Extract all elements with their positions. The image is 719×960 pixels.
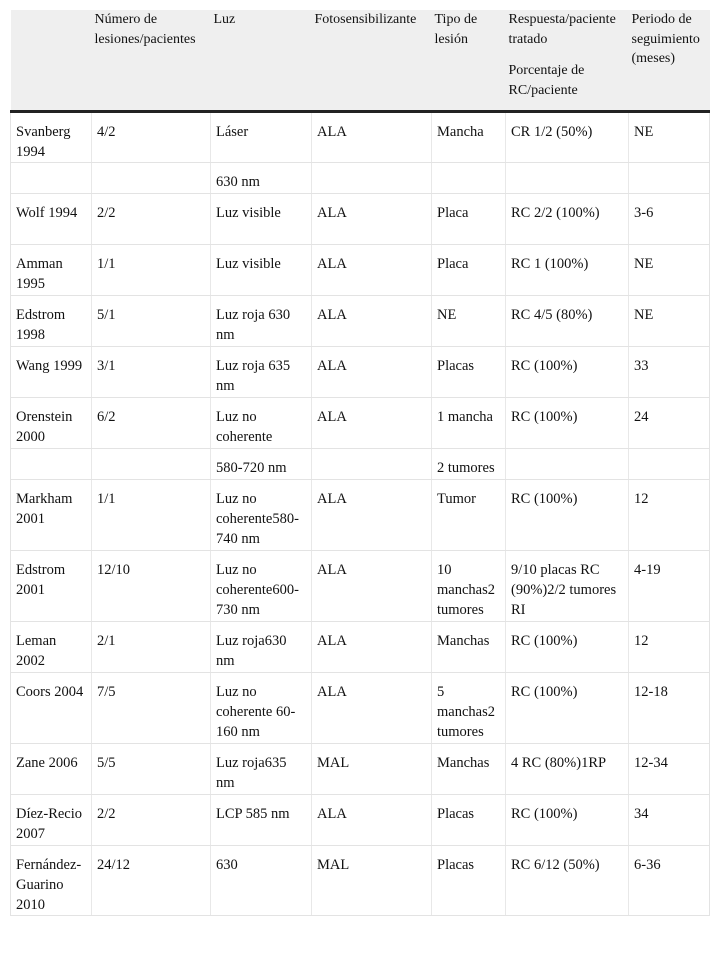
cell-text: 5/1 — [97, 307, 116, 323]
cell-light — [211, 744, 312, 795]
header-cell-lesions: Número de lesiones/pacientes — [92, 10, 211, 112]
cell-text: 580-720 nm — [216, 460, 287, 476]
cell-text: ALA — [317, 307, 347, 323]
cell-text: MAL — [317, 857, 350, 873]
cell-follow-up — [629, 480, 710, 551]
cell-text: Svanberg 1994 — [16, 124, 71, 160]
cell-response — [506, 795, 629, 846]
cell-lesions — [92, 846, 211, 916]
cell-text: 12-18 — [634, 684, 668, 700]
cell-light — [211, 846, 312, 916]
cell-study — [11, 846, 92, 916]
table-row — [11, 296, 710, 347]
cell-lesion-type — [432, 846, 506, 916]
table-row — [11, 112, 710, 163]
cell-text: 7/5 — [97, 684, 116, 700]
cell-text: Coors 2004 — [16, 684, 84, 700]
cell-study — [11, 245, 92, 296]
cell-light — [211, 449, 312, 480]
cell-text: Luz roja 630 nm — [216, 307, 291, 343]
cell-text: ALA — [317, 205, 347, 221]
header-cell-photosensitizer: Fotosensibilizante — [312, 10, 432, 112]
cell-text: Manchas — [437, 755, 490, 771]
cell-text: ALA — [317, 124, 347, 140]
cell-text: 630 nm — [216, 174, 260, 190]
header-cell-follow-up: Periodo de seguimiento (meses) — [629, 10, 710, 112]
cell-response — [506, 347, 629, 398]
cell-photosensitizer — [312, 846, 432, 916]
header-cell-response: Respuesta/paciente tratado Porcentaje de RC/paciente — [506, 10, 629, 112]
cell-text: RC 2/2 (100%) — [511, 205, 600, 221]
cell-photosensitizer — [312, 296, 432, 347]
cell-text: Edstrom 1998 — [16, 307, 66, 343]
cell-lesion-type — [432, 296, 506, 347]
cell-follow-up — [629, 551, 710, 622]
cell-response — [506, 846, 629, 916]
header-row — [11, 10, 710, 112]
cell-light — [211, 194, 312, 245]
table-row — [11, 449, 710, 480]
cell-text: RC (100%) — [511, 409, 578, 425]
cell-text: 1 mancha — [437, 409, 493, 425]
table-row — [11, 347, 710, 398]
table-body — [11, 112, 710, 916]
cell-text: ALA — [317, 633, 347, 649]
cell-text: NE — [634, 256, 654, 272]
cell-study — [11, 163, 92, 194]
cell-text: ALA — [317, 256, 347, 272]
cell-lesion-type — [432, 622, 506, 673]
cell-text: Díez-Recio 2007 — [16, 806, 83, 842]
cell-text: CR 1/2 (50%) — [511, 124, 593, 140]
cell-photosensitizer — [312, 551, 432, 622]
cell-text: RC (100%) — [511, 633, 578, 649]
cell-lesions — [92, 245, 211, 296]
table-row — [11, 480, 710, 551]
cell-follow-up — [629, 846, 710, 916]
cell-response — [506, 296, 629, 347]
cell-text: 630 — [216, 857, 238, 873]
cell-response — [506, 449, 629, 480]
cell-text: 2 tumores — [437, 460, 495, 476]
cell-lesion-type — [432, 449, 506, 480]
cell-text: Markham 2001 — [16, 491, 73, 527]
cell-text: Leman 2002 — [16, 633, 57, 669]
cell-photosensitizer — [312, 795, 432, 846]
cell-photosensitizer — [312, 449, 432, 480]
cell-text: LCP 585 nm — [216, 806, 290, 822]
cell-lesion-type — [432, 398, 506, 449]
cell-lesions — [92, 296, 211, 347]
cell-text: Placa — [437, 205, 469, 221]
cell-follow-up — [629, 194, 710, 245]
cell-text: Amman 1995 — [16, 256, 63, 292]
cell-lesion-type — [432, 245, 506, 296]
cell-text: MAL — [317, 755, 350, 771]
cell-text: RC 6/12 (50%) — [511, 857, 600, 873]
cell-study — [11, 398, 92, 449]
cell-text: 2/1 — [97, 633, 116, 649]
cell-lesions — [92, 744, 211, 795]
cell-lesions — [92, 622, 211, 673]
cell-study — [11, 112, 92, 163]
cell-light — [211, 622, 312, 673]
cell-follow-up — [629, 112, 710, 163]
cell-text: ALA — [317, 806, 347, 822]
cell-photosensitizer — [312, 398, 432, 449]
cell-text: Luz no coherente600-730 nm — [216, 562, 299, 618]
cell-text: ALA — [317, 562, 347, 578]
cell-text: RC (100%) — [511, 358, 578, 374]
cell-lesions — [92, 163, 211, 194]
table-row — [11, 245, 710, 296]
cell-text: RC 4/5 (80%) — [511, 307, 593, 323]
cell-light — [211, 480, 312, 551]
cell-text: 5 manchas2 tumores — [437, 684, 495, 740]
cell-text: Luz roja630 nm — [216, 633, 287, 669]
cell-photosensitizer — [312, 622, 432, 673]
cell-follow-up — [629, 347, 710, 398]
cell-text: RC (100%) — [511, 684, 578, 700]
cell-study — [11, 551, 92, 622]
cell-response — [506, 622, 629, 673]
cell-text: 6/2 — [97, 409, 116, 425]
cell-text: RC (100%) — [511, 491, 578, 507]
cell-lesions — [92, 795, 211, 846]
cell-response — [506, 194, 629, 245]
cell-lesion-type — [432, 673, 506, 744]
cell-photosensitizer — [312, 744, 432, 795]
cell-lesions — [92, 551, 211, 622]
cell-response — [506, 551, 629, 622]
cell-text: Placas — [437, 358, 475, 374]
cell-follow-up — [629, 398, 710, 449]
cell-text: 12/10 — [97, 562, 131, 578]
cell-text: 1/1 — [97, 491, 116, 507]
cell-text: 3-6 — [634, 205, 654, 221]
cell-light — [211, 296, 312, 347]
cell-text: NE — [437, 307, 457, 323]
header-subtitle: Porcentaje de RC/paciente — [508, 63, 585, 98]
header-cell-light: Luz — [211, 10, 312, 112]
cell-text: Zane 2006 — [16, 755, 78, 771]
table-header — [11, 10, 710, 112]
header-cell-lesion-type: Tipo de lesión — [432, 10, 506, 112]
cell-study — [11, 744, 92, 795]
cell-lesions — [92, 480, 211, 551]
cell-follow-up — [629, 673, 710, 744]
cell-text: Manchas — [437, 633, 490, 649]
cell-text: ALA — [317, 684, 347, 700]
cell-text: 4/2 — [97, 124, 116, 140]
table-row — [11, 673, 710, 744]
cell-follow-up — [629, 245, 710, 296]
cell-text: Wolf 1994 — [16, 205, 78, 221]
cell-light — [211, 112, 312, 163]
cell-text: Placa — [437, 256, 469, 272]
cell-lesion-type — [432, 347, 506, 398]
cell-lesion-type — [432, 480, 506, 551]
cell-text: Tumor — [437, 491, 476, 507]
cell-text: 4-19 — [634, 562, 661, 578]
cell-text: 4 RC (80%)1RP — [511, 755, 607, 771]
cell-follow-up — [629, 449, 710, 480]
cell-photosensitizer — [312, 112, 432, 163]
cell-text: 34 — [634, 806, 649, 822]
cell-lesion-type — [432, 194, 506, 245]
cell-text: ALA — [317, 491, 347, 507]
cell-response — [506, 673, 629, 744]
cell-text: Luz no coherente580-740 nm — [216, 491, 299, 547]
cell-text: 6-36 — [634, 857, 661, 873]
cell-text: 3/1 — [97, 358, 116, 374]
cell-study — [11, 194, 92, 245]
cell-text: Luz visible — [216, 205, 281, 221]
table-row — [11, 744, 710, 795]
cell-text: RC (100%) — [511, 806, 578, 822]
cell-text: Luz roja635 nm — [216, 755, 287, 791]
cell-text: Luz no coherente — [216, 409, 273, 445]
cell-photosensitizer — [312, 194, 432, 245]
table-row — [11, 398, 710, 449]
cell-text: Luz no coherente 60-160 nm — [216, 684, 296, 740]
cell-text: 1/1 — [97, 256, 116, 272]
cell-lesion-type — [432, 744, 506, 795]
cell-text: Placas — [437, 806, 475, 822]
cell-light — [211, 551, 312, 622]
cell-response — [506, 744, 629, 795]
cell-text: Luz roja 635 nm — [216, 358, 291, 394]
cell-response — [506, 480, 629, 551]
cell-text: RC 1 (100%) — [511, 256, 589, 272]
cell-light — [211, 398, 312, 449]
cell-text: ALA — [317, 358, 347, 374]
cell-lesions — [92, 112, 211, 163]
cell-light — [211, 673, 312, 744]
cell-lesions — [92, 194, 211, 245]
cell-text: 12 — [634, 491, 649, 507]
cell-text: Fernández-Guarino 2010 — [16, 857, 82, 913]
cell-text: 12-34 — [634, 755, 668, 771]
cell-photosensitizer — [312, 163, 432, 194]
cell-photosensitizer — [312, 480, 432, 551]
cell-light — [211, 347, 312, 398]
cell-lesions — [92, 449, 211, 480]
cell-lesions — [92, 673, 211, 744]
cell-lesion-type — [432, 163, 506, 194]
cell-lesion-type — [432, 112, 506, 163]
cell-text: 24 — [634, 409, 649, 425]
cell-text: 12 — [634, 633, 649, 649]
cell-photosensitizer — [312, 245, 432, 296]
table-row — [11, 551, 710, 622]
cell-text: Láser — [216, 124, 249, 140]
cell-text: Edstrom 2001 — [16, 562, 66, 598]
cell-response — [506, 163, 629, 194]
cell-text: 2/2 — [97, 806, 116, 822]
table-row — [11, 163, 710, 194]
data-table — [10, 10, 710, 916]
cell-text: 2/2 — [97, 205, 116, 221]
cell-study — [11, 449, 92, 480]
cell-follow-up — [629, 795, 710, 846]
cell-light — [211, 795, 312, 846]
cell-lesions — [92, 347, 211, 398]
cell-text: 9/10 placas RC (90%)2/2 tumores RI — [511, 562, 617, 618]
cell-response — [506, 398, 629, 449]
cell-text: Mancha — [437, 124, 484, 140]
cell-text: Placas — [437, 857, 475, 873]
cell-lesion-type — [432, 551, 506, 622]
cell-response — [506, 112, 629, 163]
cell-text: 10 manchas2 tumores — [437, 562, 495, 618]
cell-text: Wang 1999 — [16, 358, 83, 374]
cell-text: 24/12 — [97, 857, 131, 873]
cell-lesions — [92, 398, 211, 449]
table-row — [11, 795, 710, 846]
cell-study — [11, 622, 92, 673]
cell-text: Orenstein 2000 — [16, 409, 73, 445]
cell-study — [11, 673, 92, 744]
cell-follow-up — [629, 163, 710, 194]
cell-text: ALA — [317, 409, 347, 425]
cell-response — [506, 245, 629, 296]
cell-photosensitizer — [312, 673, 432, 744]
cell-study — [11, 795, 92, 846]
header-cell-study — [11, 10, 92, 112]
cell-light — [211, 163, 312, 194]
cell-follow-up — [629, 744, 710, 795]
cell-study — [11, 296, 92, 347]
cell-study — [11, 347, 92, 398]
cell-text: Luz visible — [216, 256, 281, 272]
cell-photosensitizer — [312, 347, 432, 398]
cell-follow-up — [629, 296, 710, 347]
cell-text: 5/5 — [97, 755, 116, 771]
cell-study — [11, 480, 92, 551]
cell-lesion-type — [432, 795, 506, 846]
table-row — [11, 846, 710, 916]
cell-light — [211, 245, 312, 296]
table-row — [11, 194, 710, 245]
cell-text: NE — [634, 307, 654, 323]
table-row — [11, 622, 710, 673]
cell-text: NE — [634, 124, 654, 140]
cell-text: 33 — [634, 358, 649, 374]
cell-follow-up — [629, 622, 710, 673]
